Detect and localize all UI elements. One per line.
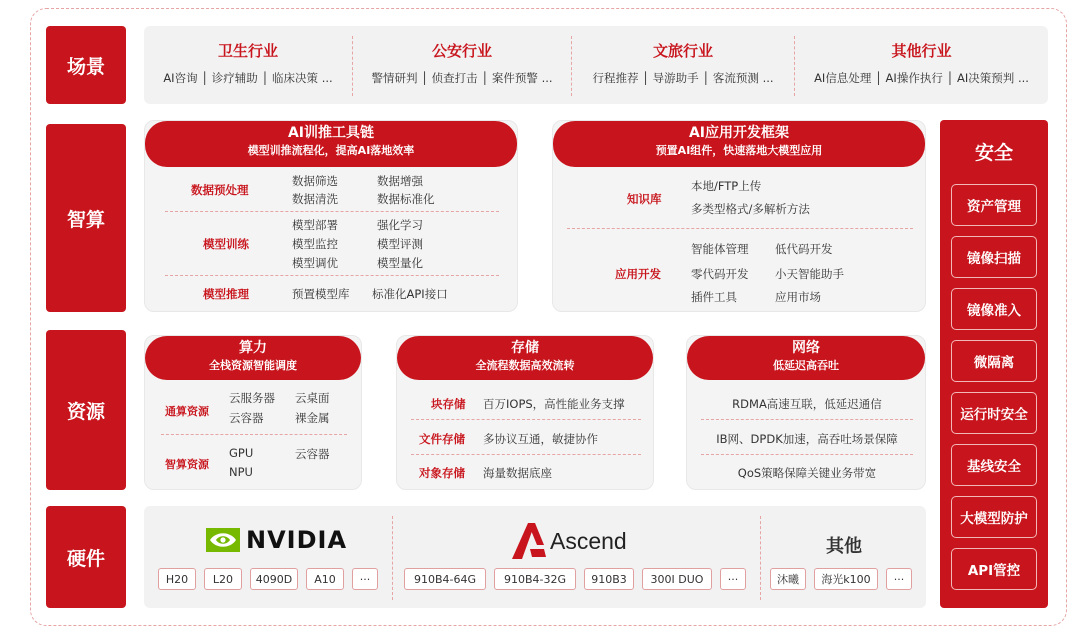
scene-items: AI咨询 │ 诊疗辅助 │ 临床决策 ... bbox=[163, 71, 333, 85]
other-hardware-title: 其他 bbox=[826, 536, 862, 557]
item: 模型部署 bbox=[292, 218, 338, 232]
row-label: 智算资源 bbox=[165, 458, 209, 471]
chip-tag: A10 bbox=[306, 568, 344, 590]
network-card bbox=[686, 335, 926, 490]
scene-title: 文旅行业 bbox=[652, 42, 713, 60]
ascend-logo-text: Ascend bbox=[550, 528, 627, 554]
row-text: RDMA高速互联，低延迟通信 bbox=[732, 397, 882, 411]
network-subtitle: 低延迟高吞吐 bbox=[773, 359, 839, 372]
chip-tag: 海光k100 bbox=[814, 568, 878, 590]
item: 数据标准化 bbox=[377, 192, 435, 206]
toolchain-card bbox=[144, 120, 518, 312]
item: 云桌面 bbox=[295, 391, 330, 405]
row-text: 多协议互通，敏捷协作 bbox=[483, 432, 598, 446]
item: 裸金属 bbox=[295, 411, 330, 425]
item: 模型量化 bbox=[377, 256, 423, 270]
chip-tag-more: ··· bbox=[352, 568, 378, 590]
row-divider bbox=[165, 211, 499, 212]
row-divider bbox=[165, 275, 499, 276]
row-text: 百万IOPS，高性能业务支撑 bbox=[483, 397, 625, 411]
chip-tag: 4090D bbox=[250, 568, 298, 590]
chip-tag: 沐曦 bbox=[770, 568, 806, 590]
row-label: 通算资源 bbox=[165, 405, 209, 418]
scene-items: AI信息处理 │ AI操作执行 │ AI决策预判 ... bbox=[814, 71, 1029, 85]
item: 标准化API接口 bbox=[372, 287, 448, 301]
scene-title: 卫生行业 bbox=[217, 42, 278, 60]
row-label: 应用开发 bbox=[615, 267, 661, 281]
row-label: 模型推理 bbox=[203, 287, 249, 301]
row-divider bbox=[567, 228, 913, 229]
scene-title: 公安行业 bbox=[431, 42, 492, 60]
security-item-image-admission: 镜像准入 bbox=[951, 288, 1037, 330]
item: 强化学习 bbox=[377, 218, 423, 232]
security-column bbox=[940, 120, 1048, 608]
item: 模型监控 bbox=[292, 237, 338, 251]
item: 本地/FTP上传 bbox=[691, 179, 762, 193]
row-label: 数据预处理 bbox=[191, 183, 249, 197]
item: 零代码开发 bbox=[691, 267, 749, 281]
network-header bbox=[687, 336, 925, 380]
compute-subtitle: 全栈资源智能调度 bbox=[209, 359, 297, 372]
network-title: 网络 bbox=[792, 340, 820, 356]
item: 多类型格式/多解析方法 bbox=[691, 202, 810, 216]
item: 云容器 bbox=[229, 411, 264, 425]
row-divider bbox=[411, 419, 641, 420]
chip-tag: 910B3 bbox=[584, 568, 634, 590]
security-item-runtime: 运行时安全 bbox=[951, 392, 1037, 434]
compute-header bbox=[145, 336, 361, 380]
chip-tag: H20 bbox=[158, 568, 196, 590]
scene-tourism bbox=[572, 40, 794, 86]
storage-subtitle: 全流程数据高效流转 bbox=[475, 359, 575, 372]
framework-subtitle: 预置AI组件，快速落地大模型应用 bbox=[655, 144, 823, 157]
item: 模型评测 bbox=[377, 237, 423, 251]
compute-title: 算力 bbox=[239, 340, 267, 356]
divider bbox=[392, 516, 393, 600]
framework-title: AI应用开发框架 bbox=[688, 125, 790, 141]
layer-label-hardware: 硬件 bbox=[46, 506, 126, 608]
item: GPU bbox=[229, 446, 254, 460]
framework-card bbox=[552, 120, 926, 312]
divider bbox=[760, 516, 761, 600]
storage-header bbox=[397, 336, 653, 380]
nvidia-logo-text: NVIDIA bbox=[246, 526, 348, 554]
scene-items: 行程推荐 │ 导游助手 │ 客流预测 ... bbox=[592, 71, 774, 85]
ascend-logo-icon bbox=[508, 521, 548, 559]
security-item-asset-management: 资产管理 bbox=[951, 184, 1037, 226]
row-divider bbox=[701, 419, 913, 420]
item: 预置模型库 bbox=[292, 287, 350, 301]
chip-tag: L20 bbox=[204, 568, 242, 590]
row-text: QoS策略保障关键业务带宽 bbox=[737, 466, 877, 480]
layer-label-compute: 智算 bbox=[46, 124, 126, 312]
scene-health bbox=[144, 40, 352, 86]
security-title: 安全 bbox=[974, 142, 1013, 164]
item: 云服务器 bbox=[229, 391, 275, 405]
security-item-image-scan: 镜像扫描 bbox=[951, 236, 1037, 278]
toolchain-subtitle: 模型训推流程化，提高AI落地效率 bbox=[247, 144, 415, 157]
item: NPU bbox=[229, 465, 253, 479]
toolchain-header bbox=[145, 121, 517, 167]
item: 插件工具 bbox=[691, 290, 737, 304]
chip-tag-more: ··· bbox=[720, 568, 746, 590]
item: 小天智能助手 bbox=[775, 267, 844, 281]
framework-header bbox=[553, 121, 925, 167]
toolchain-title: AI训推工具链 bbox=[287, 125, 375, 141]
nvidia-eye-icon bbox=[206, 528, 240, 552]
storage-title: 存储 bbox=[511, 340, 539, 356]
item: 低代码开发 bbox=[775, 242, 833, 256]
item: 模型调优 bbox=[292, 256, 338, 270]
chip-tag: 910B4-32G bbox=[494, 568, 576, 590]
item: 数据增强 bbox=[377, 174, 423, 188]
item: 数据筛选 bbox=[292, 174, 338, 188]
scene-other bbox=[795, 40, 1048, 86]
row-divider bbox=[161, 434, 347, 435]
compute-card bbox=[144, 335, 362, 490]
row-label: 块存储 bbox=[431, 397, 466, 411]
row-text: IB网、DPDK加速，高吞吐场景保障 bbox=[716, 432, 898, 446]
row-label: 模型训练 bbox=[203, 237, 249, 251]
security-item-llm-protection: 大模型防护 bbox=[951, 496, 1037, 538]
scene-police bbox=[353, 40, 571, 86]
item: 应用市场 bbox=[775, 290, 821, 304]
item: 智能体管理 bbox=[691, 242, 749, 256]
item: 数据清洗 bbox=[292, 192, 338, 206]
row-text: 海量数据底座 bbox=[483, 466, 552, 480]
scene-title: 其他行业 bbox=[891, 42, 952, 60]
row-label: 知识库 bbox=[627, 192, 662, 206]
row-divider bbox=[701, 454, 913, 455]
row-label: 对象存储 bbox=[419, 466, 465, 480]
security-item-api-control: API管控 bbox=[951, 548, 1037, 590]
row-label: 文件存储 bbox=[419, 432, 465, 446]
layer-label-resource: 资源 bbox=[46, 330, 126, 490]
chip-tag: 910B4-64G bbox=[404, 568, 486, 590]
chip-tag: 300I DUO bbox=[642, 568, 712, 590]
item: 云容器 bbox=[295, 447, 330, 461]
security-item-baseline: 基线安全 bbox=[951, 444, 1037, 486]
scene-panel bbox=[144, 26, 1048, 104]
row-divider bbox=[411, 454, 641, 455]
layer-label-scene: 场景 bbox=[46, 26, 126, 104]
scene-items: 警情研判 │ 侦查打击 │ 案件预警 ... bbox=[371, 71, 553, 85]
storage-card bbox=[396, 335, 654, 490]
chip-tag-more: ··· bbox=[886, 568, 912, 590]
security-item-micro-isolation: 微隔离 bbox=[951, 340, 1037, 382]
